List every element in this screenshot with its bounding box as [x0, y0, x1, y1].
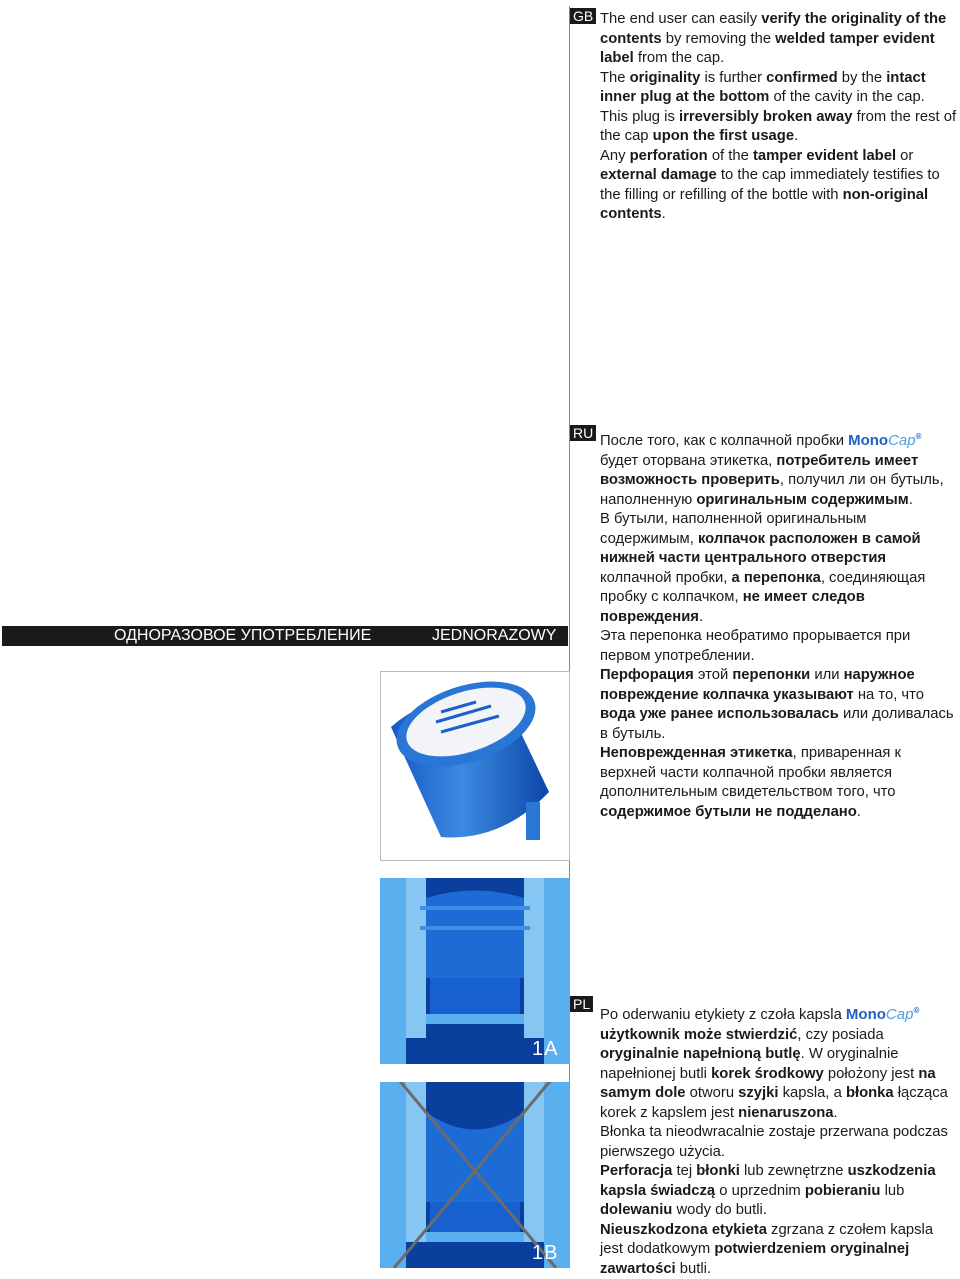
paragraph: Неповрежденная этикетка, приваренная к верхней части колпачной пробки является дополнительным свидетельством того, что содержимое бутыли не подделано.	[600, 745, 901, 820]
cap-photo	[381, 672, 569, 860]
paragraph: This plug is irreversibly broken away from the rest of the cap upon the first usage.	[600, 108, 957, 144]
cap-photo-frame	[380, 671, 570, 861]
banner-left-label: ОДНОРАЗОВОЕ УПОТРЕБЛЕНИЕ	[114, 627, 372, 644]
figure-label-1b: 1B	[532, 1242, 559, 1264]
usage-banner	[2, 626, 568, 646]
paragraph: Эта перепонка необратимо прорывается при первом употреблении.	[600, 628, 911, 664]
banner-right-label: JEDNORAZOWY	[432, 627, 557, 644]
lang-tag-gb: GB	[570, 8, 596, 24]
paragraph: Po oderwaniu etykiety z czoła kapsla MonoCap® użytkownik może stwierdzić, czy posiada oryginalnie napełnioną butlę. W oryginalnie napełnionej butli korek środkowy położony jest na samym dole otworu szyjki kapsla, a błonka łącząca korek z kapslem jest nienaruszona.	[600, 1001, 958, 1123]
figure-1b	[380, 1082, 570, 1268]
paragraph: Nieuszkodzona etykieta zgrzana z czołem kapsla jest dodatkowym potwierdzeniem oryginalnej zawartości butli.	[600, 1221, 934, 1277]
paragraph: The end user can easily verify the originality of the contents by removing the welded tamper evident label from the cap.	[600, 11, 947, 66]
text-pl	[600, 1001, 958, 1279]
paragraph: Перфорация этой перепонки или наружное повреждение колпачка указывают на то, что вода уже ранее использовалась или доливалась в бутыль.	[600, 667, 954, 742]
monocap-logo: MonoCap®	[848, 432, 922, 449]
lang-tag-ru: RU	[570, 425, 596, 441]
lang-tag-pl: PL	[570, 996, 593, 1012]
figure-1b-illustration	[380, 1082, 570, 1268]
paragraph: Any perforation of the tamper evident label or external damage to the cap immediately testifies to the filling or refilling of the bottle with non-original contents.	[600, 147, 940, 222]
paragraph: Błonka ta nieodwracalnie zostaje przerwana podczas pierwszego użycia.	[600, 1124, 948, 1160]
figure-1a	[380, 878, 570, 1064]
paragraph: После того, как с колпачной пробки MonoCap® будет оторвана этикетка, потребитель имеет возможность проверить, получил ли он бутыль, наполненную оригинальным содержимым.	[600, 427, 958, 510]
paragraph: Perforacja tej błonki lub zewnętrzne uszkodzenia kapsla świadczą o uprzednim pobieraniu lub dolewaniu wody do butli.	[600, 1163, 936, 1218]
figure-1a-illustration	[380, 878, 570, 1064]
column-divider	[569, 6, 570, 1268]
paragraph: В бутыли, наполненной оригинальным содержимым, колпачок расположен в самой нижней части центрального отверстия колпачной пробки, а перепонка, соединяющая пробку с колпачком, не имеет следов повреждения.	[600, 511, 926, 625]
paragraph: The originality is further confirmed by the intact inner plug at the bottom of the cavity in the cap.	[600, 69, 926, 105]
text-gb	[600, 10, 958, 225]
text-ru	[600, 427, 958, 822]
figure-label-1a: 1A	[532, 1038, 559, 1060]
monocap-logo: MonoCap®	[845, 1006, 920, 1023]
